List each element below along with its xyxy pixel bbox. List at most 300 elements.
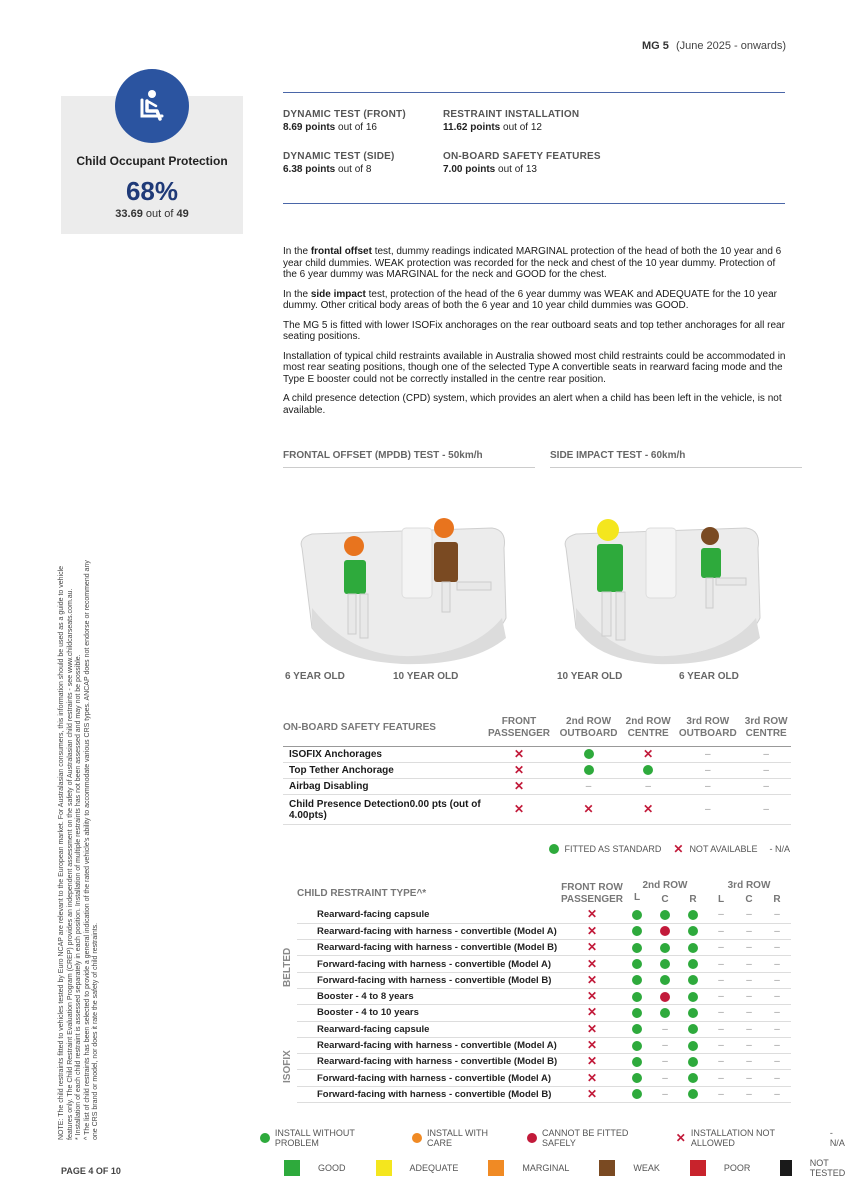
subcol-l: L [633,892,641,903]
dash-icon: – [746,925,752,937]
crs-cell [623,940,651,956]
rating-legend-item [488,1160,569,1176]
feature-cell [555,763,622,779]
green-dot-icon [660,910,670,920]
crs-cell [561,1086,623,1102]
group-cell [283,988,297,1004]
crs-cell [707,940,735,956]
dash-icon: – [662,1056,668,1068]
rating-label: ADEQUATE [409,1163,459,1173]
cross-icon: ✕ [586,1054,597,1069]
crs-cell [623,1005,651,1021]
crs-cell [561,956,623,972]
dash-icon: – [774,1072,780,1084]
paragraph-isofix: The MG 5 is fitted with lower ISOFix anchorages on the rear outboard seats and top tether anchorages for all rear seating positions. [283,319,785,342]
crs-cell [763,923,791,939]
cross-icon: ✕ [513,747,525,761]
crs-cell [679,956,707,972]
rating-swatch-icon [599,1160,615,1176]
crs-cell [651,1021,679,1037]
feature-row [283,747,791,763]
feature-cell [483,779,555,795]
crs-cell [735,940,763,956]
crs-cell [735,1054,763,1070]
subcol-c: C [745,893,753,905]
crs-cell [561,1054,623,1070]
group-cell [283,923,297,939]
col-line: OUTBOARD [678,728,737,739]
crs-cell [561,923,623,939]
rating-label: WEAK [633,1163,660,1173]
crs-cell [561,940,623,956]
feature-cell [483,763,555,779]
dash-icon: – [746,1040,752,1052]
feature-cell [555,779,622,795]
child-restraint-table [283,880,791,1103]
crs-cell [735,972,763,988]
crs-cell [763,1037,791,1053]
group-label-belted: BELTED [282,947,293,987]
side-test-title: SIDE IMPACT TEST - 60km/h [550,450,802,468]
col-line: PASSENGER [560,893,623,905]
red-dot-icon [660,926,670,936]
col-line: CENTRE [745,728,787,739]
crs-cell [707,956,735,972]
score-out-of: out of [145,208,174,220]
feature-label: ISOFIX Anchorages [289,749,382,760]
cross-icon: ✕ [673,842,684,856]
green-dot-icon [632,1073,642,1083]
crs-cell [561,907,623,923]
cross-icon: ✕ [513,802,525,816]
green-dot-icon [688,1073,698,1083]
subcol-c: C [661,893,669,905]
rating-legend-item [284,1160,346,1176]
crs-cell [679,1037,707,1053]
crs-row [283,1054,791,1070]
dash-icon: – [662,1088,668,1100]
group-cell [283,1086,297,1102]
rating-label: POOR [723,1163,751,1173]
model-period: (June 2025 - onwards) [675,40,786,52]
crs-name: Booster - 4 to 8 years [297,988,561,1004]
summary-dynamic-front [283,109,406,133]
crs-cell [763,956,791,972]
install-care-dot-icon [412,1133,422,1143]
crs-cell [763,1070,791,1086]
dash-icon: – [705,749,711,760]
dash-icon: – [718,991,724,1003]
green-dot-icon [688,1008,698,1018]
note-line: ^ The list of child restraints has been selected to provide a general indication of the rated vehicle's ability to accommodate various CRS types. ANCAP does not endorse or recommend any [83,560,91,1140]
summary-label: ON-BOARD SAFETY FEATURES [443,151,601,162]
legend-not-allowed: INSTALLATION NOT ALLOWED [690,1128,775,1148]
crs-cell [679,923,707,939]
green-dot-icon [688,1089,698,1099]
feature-cell [674,747,741,763]
feature-cell [741,779,791,795]
side-dummy-label: 10 YEAR OLD [557,671,623,682]
green-dot-icon [688,1041,698,1051]
features-body [283,747,791,825]
paragraph-side [283,289,791,312]
group-cell [283,907,297,923]
dash-icon: – [662,1040,668,1052]
note-line: * Installation of each child restraint is assessed separately in each position. Installation of multiple restraints has not been assessed and may not be possible. [75,654,82,1140]
frontal-test-seat-image [292,508,532,666]
feature-cell [555,747,622,763]
red-dot-icon [660,992,670,1002]
ratings-legend [284,1158,850,1178]
crs-body [283,907,791,1103]
summary-label: DYNAMIC TEST (SIDE) [283,151,395,162]
green-dot-icon [688,1024,698,1034]
assessment-text [283,246,791,424]
summary-restraint-installation [443,109,579,133]
cannot-fit-dot-icon [527,1133,537,1143]
crs-name: Rearward-facing with harness - convertible (Model A) [297,1037,561,1053]
col-line: 2nd ROW [566,716,612,727]
col-front-row [561,880,623,907]
dash-icon: – [718,909,724,921]
legend-not-available: NOT AVAILABLE [689,844,758,854]
crs-cell [623,1054,651,1070]
legend-na: - N/A [829,1128,845,1148]
feature-cell [622,763,674,779]
col-line: CENTRE [627,728,669,739]
col-2nd-centre [622,716,674,747]
dash-icon: – [774,942,780,954]
green-dot-icon [660,975,670,985]
summary-out-of: out of 16 [338,122,377,133]
crs-cell [679,972,707,988]
crs-cell [735,1037,763,1053]
rating-legend-item [690,1160,751,1176]
dash-icon: – [746,909,752,921]
crs-cell [735,956,763,972]
score-max: 49 [176,208,189,220]
feature-cell [674,795,741,825]
summary-label: RESTRAINT INSTALLATION [443,109,580,120]
rating-label: MARGINAL [522,1163,570,1173]
dash-icon: – [774,1056,780,1068]
green-dot-icon [632,992,642,1002]
text-bold: side impact [310,288,366,300]
crs-cell [763,972,791,988]
text-span: In the [283,246,311,257]
side-dummy-label: 6 YEAR OLD [679,671,739,682]
crs-row [283,1070,791,1086]
crs-cell [707,1037,735,1053]
cross-icon: ✕ [586,956,597,971]
green-dot-icon [632,1041,642,1051]
installation-legend [260,1128,850,1148]
crs-cell [561,972,623,988]
crs-cell [707,972,735,988]
dash-icon: – [774,991,780,1003]
cross-icon: ✕ [586,1070,597,1085]
feature-cell [483,747,555,763]
crs-name: Forward-facing with harness - convertible (Model B) [297,972,561,988]
crs-cell [651,972,679,988]
dash-icon: – [662,1023,668,1035]
dash-icon: – [662,1072,668,1084]
crs-cell [763,1021,791,1037]
score-value: 33.69 [115,208,143,220]
crs-cell [651,923,679,939]
cross-icon: ✕ [643,802,654,816]
side-note [58,540,101,1140]
crs-cell [679,940,707,956]
feature-name [283,747,483,763]
cross-icon: ✕ [586,989,597,1004]
rating-swatch-icon [488,1160,504,1176]
summary-label: DYNAMIC TEST (FRONT) [283,109,406,120]
summary-dynamic-side [283,151,395,175]
dash-icon: – [705,765,711,776]
crs-cell [735,1005,763,1021]
crs-cell [735,988,763,1004]
crs-cell [651,988,679,1004]
legend-cannot-fit: CANNOT BE FITTED SAFELY [542,1128,629,1148]
crs-name: Rearward-facing with harness - convertible (Model A) [297,923,561,939]
text-span: In the [283,288,311,300]
crs-row [283,988,791,1004]
dash-icon: – [774,958,780,970]
crs-name: Forward-facing with harness - convertible (Model A) [297,956,561,972]
crs-row [283,923,791,939]
crs-name: Rearward-facing capsule [297,1021,561,1037]
cross-icon: ✕ [586,1086,597,1101]
crs-cell [707,1086,735,1102]
green-dot-icon [632,1008,642,1018]
frontal-dummy-label: 10 YEAR OLD [393,671,459,682]
crs-name: Rearward-facing with harness - convertible (Model B) [297,1054,561,1070]
rating-swatch-icon [780,1160,791,1176]
crs-cell [763,907,791,923]
cross-icon: ✕ [586,1038,597,1053]
col-2nd-row: 2nd ROW [642,880,688,891]
frontal-dummy-label: 6 YEAR OLD [285,671,345,682]
crs-cell [561,1021,623,1037]
child-seat-icon [115,69,189,143]
note-line: NOTE: The child restraints fitted to vehicles tested by Euro NCAP are relevant to the European market. For Australasian consumers, this information should be used as a guide to vehicle [58,565,65,1140]
crs-cell [679,1086,707,1102]
crs-cell [651,1054,679,1070]
feature-row [283,779,791,795]
crs-row [283,956,791,972]
green-dot-icon [632,975,642,985]
crs-cell [623,988,651,1004]
feature-cell [622,747,674,763]
crs-cell [651,940,679,956]
feature-label: Child Presence Detection [289,798,410,810]
features-table [283,716,791,825]
rating-legend-item [599,1160,660,1176]
green-dot-icon [688,959,698,969]
green-dot-icon [584,749,594,759]
score-title: Child Occupant Protection [76,154,228,168]
crs-cell [651,907,679,923]
crs-name: Forward-facing with harness - convertible (Model A) [297,1070,561,1086]
summary-out-of: out of 12 [503,122,542,133]
crs-cell [763,940,791,956]
feature-cell [483,795,555,825]
dash-icon: – [718,925,724,937]
text-span: test, dummy readings indicated MARGINAL protection of the head of both the 10 year and 6 year child dummies. WEAK protection was recorded for the neck and chest of the 10 year dummy. Protection of the 6 year dummy was MARGINAL for the neck and GOOD for the chest. [283,246,782,280]
dash-icon: – [645,781,651,792]
col-2nd-outboard [555,716,622,747]
feature-name [283,763,483,779]
crs-cell [623,972,651,988]
crs-name: Forward-facing with harness - convertible (Model B) [297,1086,561,1102]
dash-icon: – [746,974,752,986]
features-header: ON-BOARD SAFETY FEATURES [283,716,483,747]
dash-icon: – [746,991,752,1003]
subcol-l: L [717,893,725,905]
crs-cell [735,907,763,923]
crs-cell [679,1054,707,1070]
dash-icon: – [746,958,752,970]
crs-cell [561,988,623,1004]
crs-header-row [283,880,791,892]
crs-row [283,940,791,956]
dash-icon: – [718,942,724,954]
crs-cell [735,1070,763,1086]
cross-icon: ✕ [586,923,597,938]
dash-icon: – [718,958,724,970]
green-dot-icon [688,992,698,1002]
cross-icon: ✕ [586,1021,597,1036]
green-dot-icon [660,1008,670,1018]
crs-cell [561,1037,623,1053]
green-dot-icon [632,1089,642,1099]
green-dot-icon [688,910,698,920]
green-dot-icon [688,926,698,936]
crs-row [283,972,791,988]
feature-name [283,779,483,795]
col-3rd-row: 3rd ROW [727,880,771,891]
summary-out-of: out of 8 [338,164,372,175]
crs-cell [651,956,679,972]
dash-icon: – [718,1056,724,1068]
crs-cell [707,907,735,923]
crs-cell [679,1021,707,1037]
crs-name: Rearward-facing capsule [297,907,561,923]
feature-cell [741,795,791,825]
crs-cell [763,1054,791,1070]
col-line: FRONT ROW [561,881,623,893]
crs-cell [623,923,651,939]
crs-header: CHILD RESTRAINT TYPE^* [297,887,427,899]
rating-swatch-icon [690,1160,706,1176]
crs-cell [651,1070,679,1086]
feature-row [283,795,791,825]
summary-points: 7.00 points [443,164,496,175]
dash-icon: – [774,1007,780,1019]
dash-icon: – [746,1056,752,1068]
dash-icon: – [718,1072,724,1084]
note-line: one CRS brand or model, nor does it rate the safety of child restraints. [92,922,99,1140]
dash-icon: – [718,1088,724,1100]
green-dot-icon [688,1057,698,1067]
crs-cell [623,907,651,923]
crs-cell [763,1086,791,1102]
feature-cell [741,763,791,779]
crs-row [283,1086,791,1102]
green-dot-icon [660,959,670,969]
crs-row [283,1005,791,1021]
crs-name: Rearward-facing with harness - convertible (Model B) [297,940,561,956]
feature-label: Airbag Disabling [289,781,369,792]
side-test-seat-image [556,508,776,666]
cross-icon: ✕ [643,747,654,761]
crs-cell [707,923,735,939]
col-line: 3rd ROW [744,716,788,727]
crs-cell [651,1037,679,1053]
summary-points: 6.38 points [283,164,336,175]
green-dot-icon [584,765,594,775]
green-dot-icon [632,926,642,936]
crs-cell [623,1086,651,1102]
crs-cell [623,1021,651,1037]
col-line: PASSENGER [487,728,551,739]
dash-icon: – [718,1023,724,1035]
dash-icon: – [774,1023,780,1035]
green-dot-icon [632,943,642,953]
green-dot-icon [632,910,642,920]
crs-row [283,1021,791,1037]
feature-cell [555,795,622,825]
feature-row [283,763,791,779]
col-line: 3rd ROW [686,716,730,727]
paragraph-installation: Installation of typical child restraints available in Australia showed most child restraints could be accommodated in most rear seating positions, though one of the selected Type A convertible seats in rearward facing mode and the Type E booster could not be correctly installed in the centre rear position. [283,350,786,385]
feature-cell [622,779,674,795]
install-ok-dot-icon [260,1133,270,1143]
crs-cell [707,988,735,1004]
dash-icon: – [746,1088,752,1100]
legend-fitted: FITTED AS STANDARD [564,844,662,854]
text-bold: frontal offset [310,246,372,257]
crs-cell [679,907,707,923]
group-cell [283,1005,297,1021]
crs-cell [763,1005,791,1021]
green-dot-icon [643,765,653,775]
summary-points: 11.62 points [443,122,501,133]
crs-cell [561,1070,623,1086]
legend-install-care: INSTALL WITH CARE [427,1128,489,1148]
cross-icon: ✕ [586,972,597,987]
col-line: FRONT [501,716,537,727]
crs-cell [735,1021,763,1037]
crs-cell [623,1037,651,1053]
dash-icon: – [705,781,711,792]
green-dot-icon [660,943,670,953]
crs-cell [679,988,707,1004]
crs-cell [623,956,651,972]
green-dot-icon [688,943,698,953]
note-line: features only. The Child Restraint Evaluation Program (CREP) provides an independent assessment on the safety of Australasian child restraints - see www.childcarseats.com.au. [66,588,74,1140]
dash-icon: – [763,781,769,792]
dash-icon: – [746,1023,752,1035]
rating-label: NOT TESTED [809,1158,846,1178]
col-3rd-outboard [674,716,741,747]
feature-cell [622,795,674,825]
cross-icon: ✕ [675,1131,686,1145]
crs-row [283,1037,791,1053]
dash-icon: – [585,781,592,792]
col-line: OUTBOARD [559,728,618,739]
